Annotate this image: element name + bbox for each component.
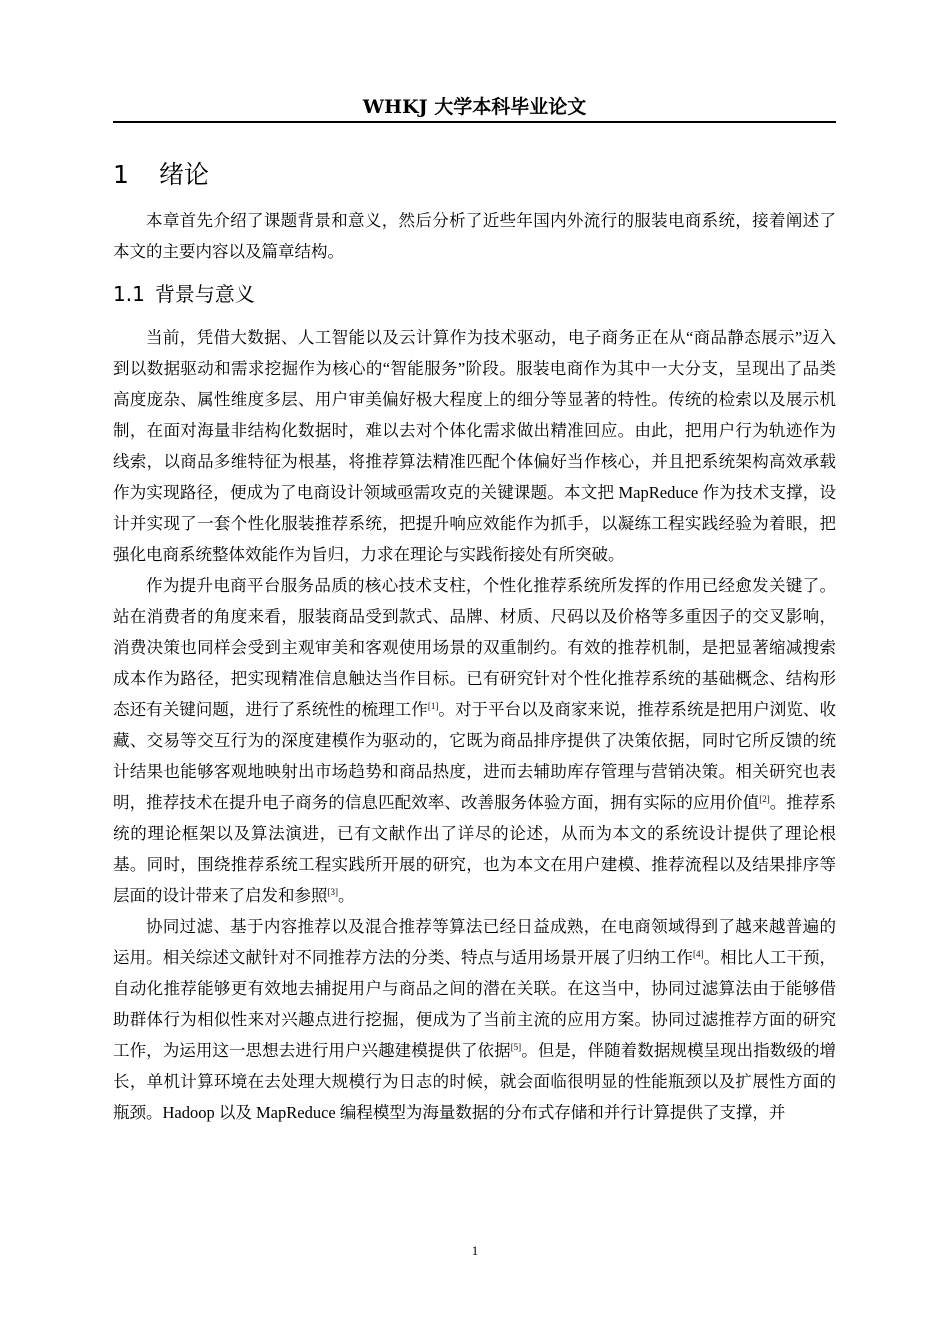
chapter-heading [113, 155, 209, 195]
paragraph-2-text-2: 。对于平台以及商家来说，推荐系统是把用户浏览、收藏、交易等交互行为的深度建模作为驱动的，它既为商品排序提供了决策依据，同时它所反馈的统计结果也能够客观地映射出市场趋势和商品热度，进而去辅助库存管理与营销决策。相关研究也表明，推荐技术在提升电子商务的信息匹配效率、改善服务体验方面，拥有实际的应用价值 [113, 700, 837, 812]
chapter-title: 绪论 [159, 160, 210, 189]
body-paragraph-1: 当前，凭借大数据、人工智能以及云计算作为技术驱动，电子商务正在从“商品静态展示”迈入到以数据驱动和需求挖掘作为核心的“智能服务”阶段。服装电商作为其中一大分支，呈现出了品类高度庞杂、属性维度多层、用户审美偏好极大程度上的细分等显著的特性。传统的检索以及展示机制，在面对海量非结构化数据时，难以去对个体化需求做出精准回应。由此，把用户行为轨迹作为线索，以商品多维特征为根基，将推荐算法精准匹配个体偏好当作核心，并且把系统架构高效承载作为实现路径，便成为了电商设计领域亟需攻克的关键课题。本文把 MapReduce 作为技术支撑，设计并实现了一套个性化服装推荐系统，把提升响应效能作为抓手，以凝练工程实践经验为着眼，把强化电商系统整体效能作为旨归，力求在理论与实践衔接处有所突破。 [113, 328, 836, 564]
citation-3: [3] [327, 887, 338, 897]
paragraph-3-text-1: 协同过滤、基于内容推荐以及混合推荐等算法已经日益成熟，在电商领域得到了越来越普遍的运用。相关综述文献针对不同推荐方法的分类、特点与适用场景开展了归纳工作 [113, 917, 836, 967]
body-paragraph-3 [113, 911, 836, 1128]
chapter-number: 1 [113, 160, 129, 189]
running-header: WHKJ 大学本科毕业论文 [113, 96, 836, 123]
body-paragraph-2 [113, 570, 836, 911]
citation-5: [5] [510, 1042, 522, 1052]
section-body [113, 322, 836, 1128]
paragraph-3-text-2: 。相比人工干预，自动化推荐能够更有效地去捕捉用户与商品之间的潜在关联。在这当中，协同过滤算法由于能够借助群体行为相似性来对兴趣点进行挖掘，便成为了当前主流的应用方案。协同过滤推荐方面的研究工作，为运用这一思想去进行用户兴趣建模提供了依据 [113, 948, 837, 1060]
citation-4: [4] [692, 949, 704, 959]
paragraph-3-text-3: 。但是，伴随着数据规模呈现出指数级的增长，单机计算环境在去处理大规模行为日志的时候，就会面临很明显的性能瓶颈以及扩展性方面的瓶颈。Hadoop 以及 MapReduce 编程模型为海量数据的分布式存储和并行计算提供了支撑，并 [113, 1041, 837, 1122]
section-number: 1.1 [113, 282, 145, 306]
citation-1: [1] [427, 701, 439, 711]
section-title: 背景与意义 [154, 282, 255, 306]
paragraph-2-text-3: 。推荐系统的理论框架以及算法演进，已有文献作出了详尽的论述，从而为本文的系统设计提供了理论根基。同时，围绕推荐系统工程实践所开展的研究，也为本文在用户建模、推荐流程以及结果排序等层面的设计带来了启发和参照 [113, 793, 837, 905]
intro-paragraph: 本章首先介绍了课题背景和意义，然后分析了近些年国内外流行的服装电商系统，接着阐述了本文的主要内容以及篇章结构。 [113, 211, 836, 261]
chapter-intro [113, 205, 836, 267]
page-number: 1 [471, 1243, 479, 1258]
paragraph-2-text-4: 。 [338, 886, 355, 905]
section-heading [113, 278, 255, 310]
citation-2: [2] [759, 794, 770, 804]
paragraph-2-text-1: 作为提升电商平台服务品质的核心技术支柱，个性化推荐系统所发挥的作用已经愈发关键了。站在消费者的角度来看，服装商品受到款式、品牌、材质、尺码以及价格等多重因子的交叉影响，消费决策也同样会受到主观审美和客观使用场景的双重制约。有效的推荐机制，是把显著缩减搜索成本作为路径，把实现精准信息触达当作目标。已有研究针对个性化推荐系统的基础概念、结构形态还有关键问题，进行了系统性的梳理工作 [113, 576, 836, 719]
